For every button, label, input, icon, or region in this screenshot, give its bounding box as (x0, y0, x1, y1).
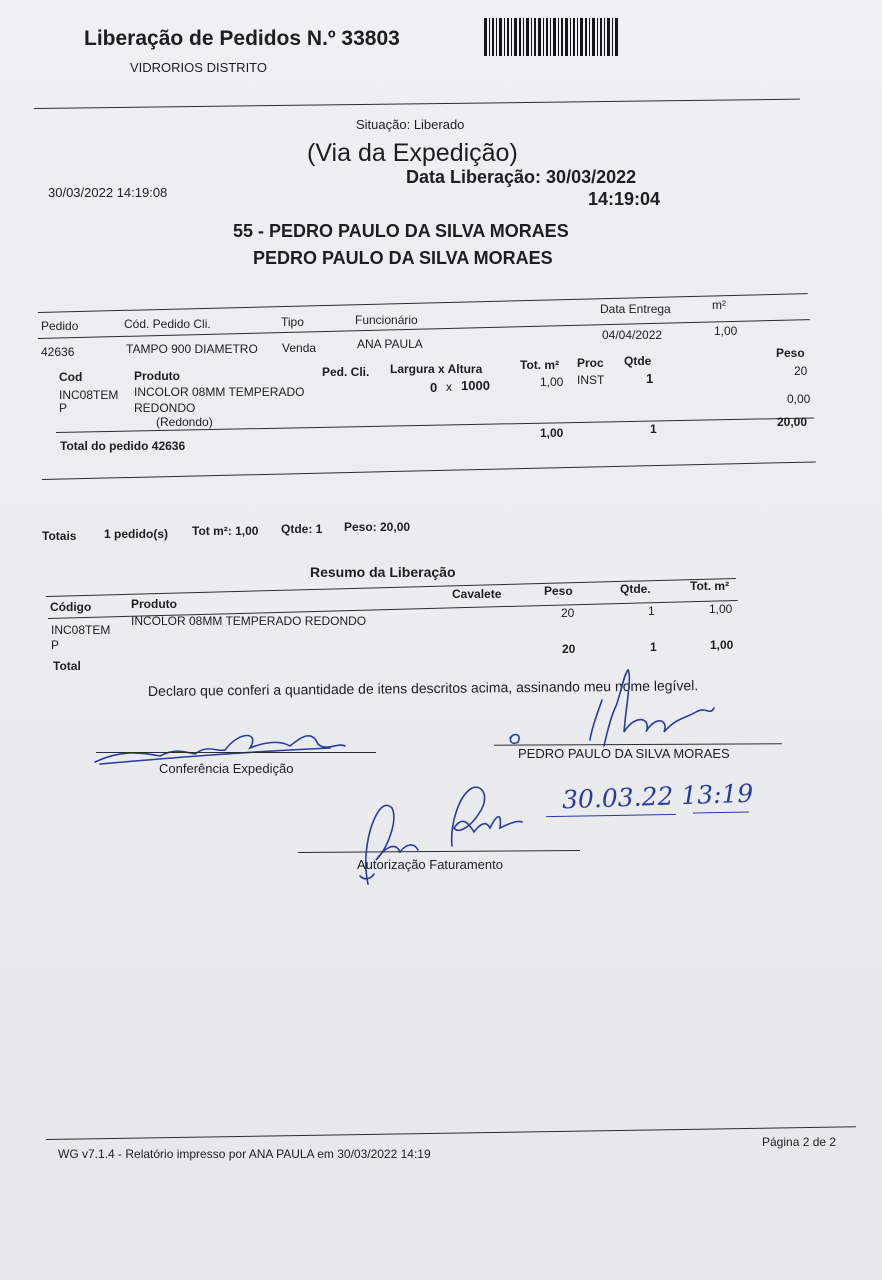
order-data-entrega: 04/04/2022 (602, 328, 663, 342)
resumo-total-peso: 20 (562, 642, 576, 656)
declaration-text: Declaro que conferi a quantidade de itens descritos acima, assinando meu nome legível. (147, 677, 699, 699)
item-col-tot-m2: Tot. m² (520, 358, 560, 372)
col-tipo: Tipo (281, 315, 304, 329)
client-code-name: 55 - PEDRO PAULO DA SILVA MORAES (233, 221, 569, 241)
order-funcionario: ANA PAULA (357, 337, 423, 351)
item-peso-extra: 0,00 (787, 392, 811, 406)
client-signature (500, 666, 730, 756)
order-tipo: Venda (282, 341, 317, 355)
resumo-title: Resumo da Liberação (310, 564, 456, 580)
autorizacao-signature (340, 776, 540, 891)
col-pedido: Pedido (41, 319, 79, 333)
footer-page-number: Página 2 de 2 (762, 1135, 837, 1149)
resumo-col-produto: Produto (131, 597, 177, 611)
item-altura: 1000 (461, 378, 490, 393)
item-largura: 0 (430, 380, 438, 395)
resumo-codigo-line2: P (51, 638, 60, 652)
resumo-qtde: 1 (648, 604, 655, 618)
resumo-total-qtde: 1 (650, 640, 657, 654)
order-cod-pedido-cli: TAMPO 900 DIAMETRO (126, 342, 258, 356)
resumo-total-label: Total (53, 659, 81, 673)
conferencia-label: Conferência Expedição (159, 761, 294, 776)
barcode (484, 18, 618, 56)
order-pedido: 42636 (41, 345, 75, 359)
order-total-label: Total do pedido 42636 (60, 439, 186, 453)
autorizacao-label: Autorização Faturamento (357, 857, 503, 872)
item-col-peso: Peso (776, 346, 805, 360)
totais-qtde: Qtde: 1 (281, 522, 323, 536)
via-expedicao: (Via da Expedição) (307, 139, 518, 167)
order-total-m2: 1,00 (540, 426, 564, 440)
resumo-col-codigo: Código (50, 600, 92, 614)
resumo-peso: 20 (561, 606, 575, 620)
resumo-col-peso: Peso (544, 584, 573, 598)
item-tot-m2: 1,00 (540, 375, 564, 389)
totais-tot-m2: Tot m²: 1,00 (192, 524, 259, 538)
document-title: Liberação de Pedidos N.º 33803 (84, 27, 400, 50)
handwritten-date-underline (546, 814, 676, 817)
totais-peso: Peso: 20,00 (344, 520, 411, 534)
item-produto-line2: REDONDO (134, 401, 196, 415)
order-m2: 1,00 (714, 324, 738, 338)
item-proc: INST (577, 373, 605, 387)
order-section-bottom-line (42, 461, 816, 480)
handwritten-date: 30.03.22 13:19 (561, 778, 754, 815)
company-name: VIDRORIOS DISTRITO (130, 60, 267, 75)
item-qtde: 1 (646, 371, 654, 386)
totais-label: Totais (42, 529, 77, 543)
item-cod-line1: INC08TEM (59, 388, 119, 402)
resumo-col-cavalete: Cavalete (452, 587, 502, 601)
conferencia-line (96, 752, 376, 753)
item-col-ped-cli: Ped. Cli. (322, 365, 370, 379)
order-total-qtde: 1 (650, 422, 657, 436)
item-col-largura-altura: Largura x Altura (390, 362, 483, 376)
client-name: PEDRO PAULO DA SILVA MORAES (253, 248, 553, 268)
item-cod-line2: P (59, 401, 68, 415)
print-datetime: 30/03/2022 14:19:08 (48, 185, 168, 200)
col-funcionario: Funcionário (355, 313, 418, 327)
totais-pedidos: 1 pedido(s) (104, 527, 169, 541)
resumo-produto: INCOLOR 08MM TEMPERADO REDONDO (131, 614, 367, 628)
item-col-proc: Proc (577, 356, 604, 370)
resumo-total-tot-m2: 1,00 (710, 638, 734, 652)
item-col-cod: Cod (59, 370, 83, 384)
item-col-qtde: Qtde (624, 354, 652, 368)
item-col-produto: Produto (134, 369, 180, 383)
data-liberacao: Data Liberação: 30/03/2022 (406, 167, 637, 187)
col-m2: m² (712, 298, 726, 312)
resumo-col-tot-m2: Tot. m² (690, 579, 730, 593)
resumo-codigo-line1: INC08TEM (51, 623, 111, 637)
item-x: x (446, 380, 452, 394)
order-table-top-line (38, 293, 808, 313)
client-sig-label: PEDRO PAULO DA SILVA MORAES (518, 746, 730, 761)
col-cod-pedido-cli: Cód. Pedido Cli. (124, 317, 211, 331)
data-liberacao-time: 14:19:04 (588, 189, 661, 209)
footer-line (46, 1126, 856, 1140)
resumo-col-qtde: Qtde. (620, 582, 651, 596)
handwritten-time-underline (693, 812, 749, 814)
resumo-tot-m2: 1,00 (709, 602, 733, 616)
order-total-peso: 20,00 (777, 415, 808, 429)
col-data-entrega: Data Entrega (600, 302, 671, 316)
situacao: Situação: Liberado (356, 117, 465, 132)
item-peso: 20 (794, 364, 808, 378)
item-produto-line3: (Redondo) (156, 415, 213, 429)
footer-report-info: WG v7.1.4 - Relatório impresso por ANA PAULA em 30/03/2022 14:19 (58, 1147, 431, 1161)
item-produto-line1: INCOLOR 08MM TEMPERADO (134, 385, 305, 399)
header-divider (34, 99, 800, 109)
